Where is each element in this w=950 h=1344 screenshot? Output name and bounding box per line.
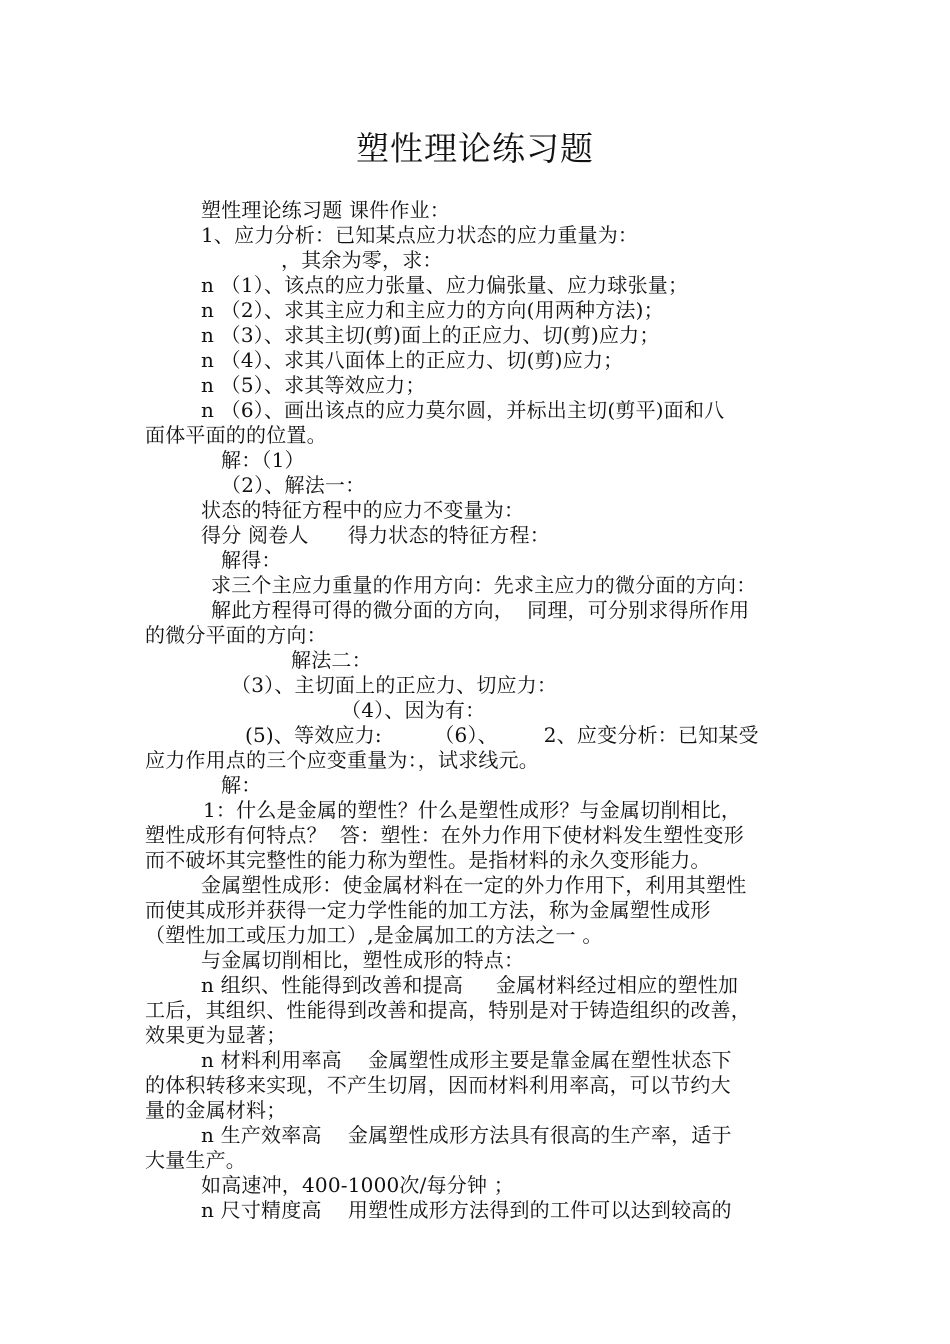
text-line: 金属塑性成形：使金属材料在一定的外力作用下，利用其塑性 xyxy=(201,873,747,897)
text-line: 状态的特征方程中的应力不变量为： xyxy=(201,498,525,522)
text-line: n 组织、性能得到改善和提高 金属材料经过相应的塑性加 xyxy=(201,973,739,997)
text-line: 效果更为显著； xyxy=(145,1023,287,1047)
text-line: n （3）、求其主切(剪)面上的正应力、切(剪)应力； xyxy=(201,323,660,347)
text-line: 解： xyxy=(221,773,262,797)
text-line: 1：什么是金属的塑性？什么是塑性成形？与金属切削相比， xyxy=(203,798,742,822)
text-line: 解得： xyxy=(221,548,282,572)
text-line: n （4）、求其八面体上的正应力、切(剪)应力； xyxy=(201,348,624,372)
text-line: 塑性理论练习题 课件作业： xyxy=(201,198,450,222)
text-line: （4）、因为有： xyxy=(341,698,486,722)
text-line: 解：（1） xyxy=(221,448,305,472)
text-line: 应力作用点的三个应变重量为：，试求线元。 xyxy=(145,748,539,772)
text-line: 得分 阅卷人 得力状态的特征方程： xyxy=(201,523,550,547)
text-line: 而使其成形并获得一定力学性能的加工方法，称为金属塑性成形 xyxy=(145,898,711,922)
text-line: n 尺寸精度高 用塑性成形方法得到的工件可以达到较高的 xyxy=(201,1198,732,1222)
text-line: （3）、主切面上的正应力、切应力： xyxy=(231,673,558,697)
text-line: 与金属切削相比，塑性成形的特点： xyxy=(201,948,525,972)
text-line: 塑性成形有何特点？ 答：塑性：在外力作用下使材料发生塑性变形 xyxy=(145,823,744,847)
document-body xyxy=(145,198,817,1223)
text-line: (5)、等效应力: （6）、 2、应变分析：已知某受 xyxy=(245,723,759,747)
text-line: 解法二： xyxy=(291,648,372,672)
text-line: n （6）、画出该点的应力莫尔圆，并标出主切(剪平)面和八 xyxy=(201,398,725,422)
text-line: （2）、解法一： xyxy=(221,473,366,497)
text-line: 而不破坏其完整性的能力称为塑性。是指材料的永久变形能力。 xyxy=(145,848,711,872)
text-line: 如高速冲，400-1000次/每分钟 ； xyxy=(201,1173,514,1197)
text-line: 1、应力分析：已知某点应力状态的应力重量为： xyxy=(201,223,639,247)
text-line: 求三个主应力重量的作用方向：先求主应力的微分面的方向： xyxy=(211,573,757,597)
text-line: n （1）、该点的应力张量、应力偏张量、应力球张量； xyxy=(201,273,689,297)
text-line: 的微分平面的方向： xyxy=(145,623,327,647)
text-line: （塑性加工或压力加工）,是金属加工的方法之一 。 xyxy=(145,923,603,947)
text-line: 的体积转移来实现，不产生切屑，因而材料利用率高，可以节约大 xyxy=(145,1073,731,1097)
text-line: n 材料利用率高 金属塑性成形主要是靠金属在塑性状态下 xyxy=(201,1048,732,1072)
text-line: 解此方程得可得的微分面的方向， 同理，可分别求得所作用 xyxy=(211,598,750,622)
text-line: n （2）、求其主应力和主应力的方向(用两种方法)； xyxy=(201,298,664,322)
text-line: 大量生产。 xyxy=(145,1148,246,1172)
text-line: 面体平面的的位置。 xyxy=(145,423,327,447)
text-line: n 生产效率高 金属塑性成形方法具有很高的生产率，适于 xyxy=(201,1123,732,1147)
text-line: n （5）、求其等效应力； xyxy=(201,373,426,397)
text-line: 量的金属材料； xyxy=(145,1098,287,1122)
page-title: 塑性理论练习题 xyxy=(356,129,594,168)
text-line: 工后，其组织、性能得到改善和提高，特别是对于铸造组织的改善， xyxy=(145,998,751,1022)
text-line: ，其余为零，求： xyxy=(281,248,443,272)
